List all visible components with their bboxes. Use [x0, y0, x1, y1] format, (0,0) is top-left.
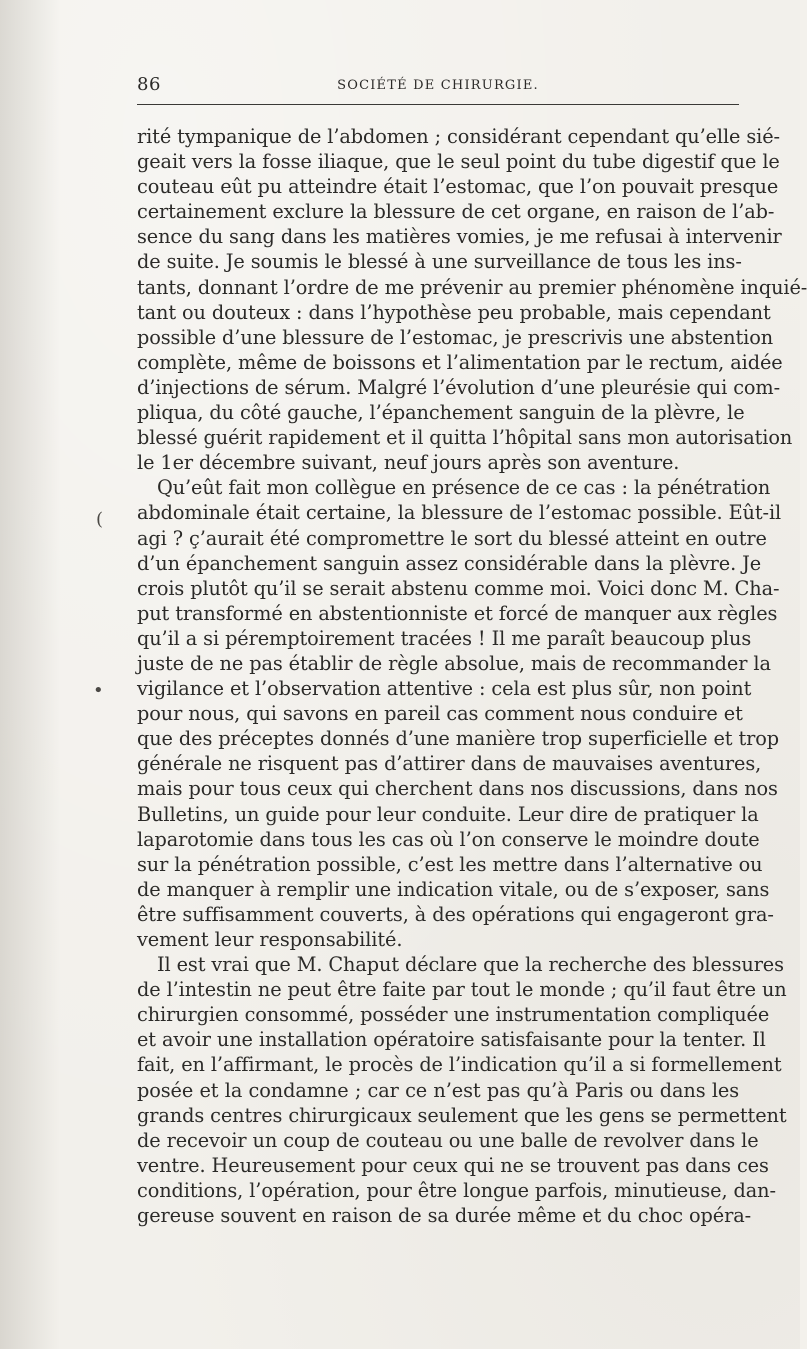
text-line: vigilance et l’observation attentive : cela est plus sûr, non point — [137, 677, 752, 701]
text-line: tant ou douteux : dans l’hypothèse peu probable, mais cependant — [137, 300, 771, 324]
text-line: fait, en l’affirmant, le procès de l’indication qu’il a si formellement — [137, 1053, 782, 1077]
text-line: grands centres chirurgicaux seulement que les gens se permettent — [137, 1103, 787, 1127]
paragraph — [137, 124, 807, 475]
text-line: possible d’une blessure de l’estomac, je prescrivis une abstention — [137, 325, 774, 349]
text-line: que des préceptes donnés d’une manière trop superficielle et trop — [137, 727, 779, 751]
text-line: rité tympanique de l’abdomen ; considérant cependant qu’elle sié- — [137, 125, 780, 148]
running-title: SOCIÉTÉ DE CHIRURGIE. — [337, 78, 539, 93]
text-line: pour nous, qui savons en pareil cas comment nous conduire et — [137, 702, 743, 726]
text-line: qu’il a si péremptoirement tracées ! Il me paraît beaucoup plus — [137, 626, 752, 650]
text-line: complète, même de boissons et l’alimentation par le rectum, aidée — [137, 350, 783, 374]
text-line: chirurgien consommé, posséder une instrumentation compliquée — [137, 1003, 770, 1027]
text-line: agi ? ç’aurait été compromettre le sort du blessé atteint en outre — [137, 526, 767, 550]
text-line: geait vers la fosse iliaque, que le seul point du tube digestif que le — [137, 150, 780, 174]
text-line: le 1er décembre suivant, neuf jours après son aventure. — [137, 451, 680, 475]
text-line: vement leur responsabilité. — [137, 928, 403, 951]
text-line: Qu’eût fait mon collègue en présence de ce cas : la pénétration — [157, 476, 771, 500]
text-line: crois plutôt qu’il se serait abstenu comme moi. Voici donc M. Cha- — [137, 576, 780, 600]
text-line: de recevoir un coup de couteau ou une balle de revolver dans le — [137, 1128, 759, 1152]
text-line: ventre. Heureusement pour ceux qui ne se trouvent pas dans ces — [137, 1153, 769, 1177]
text-line: être suffisamment couverts, à des opérations qui engageront gra- — [137, 902, 774, 926]
text-line: mais pour tous ceux qui cherchent dans nos discussions, dans nos — [137, 777, 778, 801]
margin-mark: ( — [96, 509, 104, 530]
page-edge-shadow — [0, 0, 60, 1349]
text-line: certainement exclure la blessure de cet organe, en raison de l’ab- — [137, 200, 775, 224]
text-line: posée et la condamne ; car ce n’est pas qu’à Paris ou dans les — [137, 1078, 739, 1102]
text-line: put transformé en abstentionniste et forcé de manquer aux règles — [137, 601, 778, 625]
margin-mark: • — [93, 680, 104, 701]
text-line: sence du sang dans les matières vomies, je me refusai à intervenir — [137, 225, 782, 249]
paragraph — [137, 952, 787, 1228]
paragraph — [137, 475, 782, 952]
text-line: laparotomie dans tous les cas où l’on conserve le moindre doute — [137, 827, 760, 851]
text-line: blessé guérit rapidement et il quitta l’hôpital sans mon autorisation — [137, 426, 793, 450]
text-line: abdominale était certaine, la blessure de l’estomac possible. Eût-il — [137, 501, 782, 525]
text-line: conditions, l’opération, pour être longue parfois, minutieuse, dan- — [137, 1178, 776, 1202]
text-line: Bulletins, un guide pour leur conduite. Leur dire de pratiquer la — [137, 802, 759, 826]
text-line: Il est vrai que M. Chaput déclare que la recherche des blessures — [157, 953, 784, 977]
text-line: de manquer à remplir une indication vitale, ou de s’exposer, sans — [137, 877, 770, 901]
text-line: et avoir une installation opératoire satisfaisante pour la tenter. Il — [137, 1028, 766, 1052]
text-line: sur la pénétration possible, c’est les mettre dans l’alternative ou — [137, 852, 763, 876]
text-line: de l’intestin ne peut être faite par tout le monde ; qu’il faut être un — [137, 978, 787, 1002]
text-line: gereuse souvent en raison de sa durée même et du choc opéra- — [137, 1204, 752, 1228]
text-line: d’injections de sérum. Malgré l’évolution d’une pleurésie qui com- — [137, 375, 781, 399]
header-rule — [137, 104, 739, 105]
text-line: pliqua, du côté gauche, l’épanchement sanguin de la plèvre, le — [137, 401, 745, 425]
page-number: 86 — [137, 74, 161, 95]
text-line: tants, donnant l’ordre de me prévenir au premier phénomène inquié- — [137, 275, 807, 299]
text-line: de suite. Je soumis le blessé à une surveillance de tous les ins- — [137, 250, 742, 274]
page-header — [137, 72, 739, 104]
text-line: d’un épanchement sanguin assez considérable dans la plèvre. Je — [137, 551, 762, 575]
body-text — [137, 124, 807, 1228]
text-line: couteau eût pu atteindre était l’estomac, que l’on pouvait presque — [137, 175, 779, 199]
text-line: juste de ne pas établir de règle absolue, mais de recommander la — [137, 651, 771, 675]
text-line: générale ne risquent pas d’attirer dans de mauvaises aventures, — [137, 752, 762, 776]
